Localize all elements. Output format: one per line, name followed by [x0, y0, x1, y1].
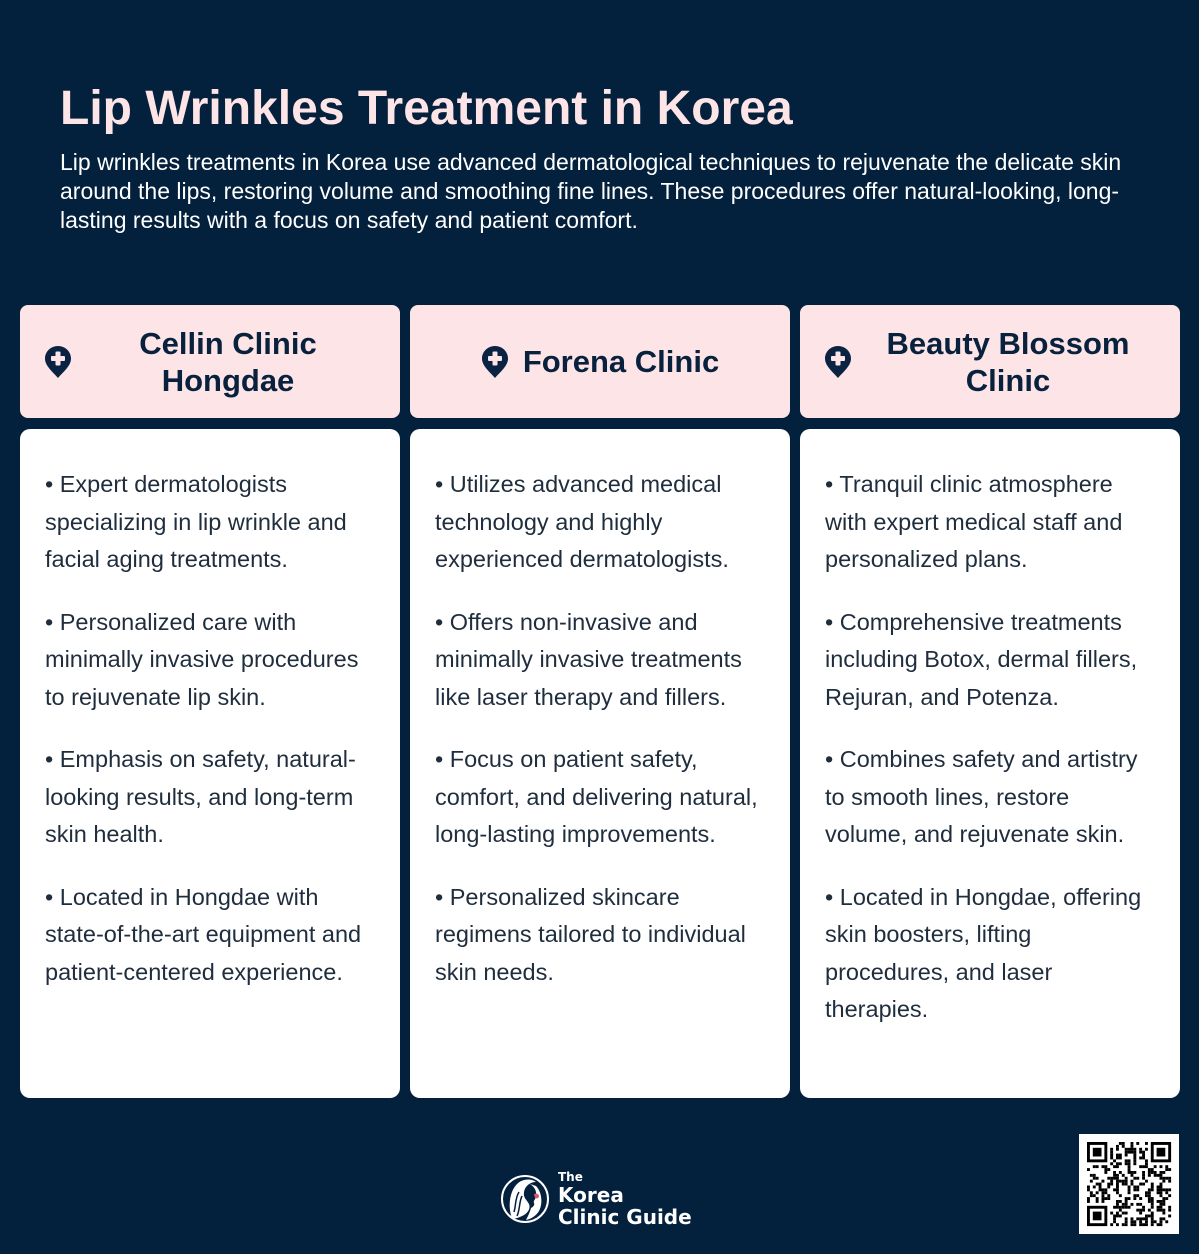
woman-profile-icon: [500, 1172, 550, 1226]
list-item: • Emphasis on safety, natural-looking results, and long-term skin health.: [45, 746, 356, 847]
list-item: • Offers non-invasive and minimally invasive treatments like laser therapy and fillers.: [435, 608, 742, 710]
clinic-card-forena: [410, 429, 790, 1098]
qr-code-icon: [1079, 1134, 1179, 1234]
list-item: • Comprehensive treatments including Botox, dermal fillers, Rejuran, and Potenza.: [825, 608, 1138, 710]
clinic-name: Beauty Blossom Clinic: [886, 325, 1130, 398]
brand-wordmark: [558, 1170, 692, 1228]
list-item: • Tranquil clinic atmosphere with expert medical staff and personalized plans.: [825, 471, 1123, 572]
list-item: • Personalized care with minimally invasive procedures to rejuvenate lip skin.: [45, 608, 359, 710]
list-item: • Located in Hongdae with state-of-the-art equipment and patient-centered experience.: [45, 883, 362, 985]
list-item: • Expert dermatologists specializing in lip wrinkle and facial aging treatments.: [45, 471, 347, 572]
clinic-header-forena: [410, 305, 790, 418]
intro-paragraph: Lip wrinkles treatments in Korea use advanced dermatological techniques to rejuvenate the delicate skin around the lips, restoring volume and smoothing fine lines. These procedures offer natural-looking, long-lasting results with a focus on safety and patient comfort.: [60, 149, 1122, 233]
clinic-card-beauty-blossom: [800, 429, 1180, 1098]
clinic-card-cellin: [20, 429, 400, 1098]
brand-logo: [500, 1170, 692, 1228]
list-item: • Located in Hongdae, offering skin boosters, lifting procedures, and laser therapies.: [825, 883, 1142, 1022]
list-item: • Focus on patient safety, comfort, and delivering natural, long-lasting improvements.: [435, 746, 758, 847]
map-pin-plus-icon: [824, 345, 852, 379]
list-item: • Utilizes advanced medical technology and highly experienced dermatologists.: [435, 471, 729, 572]
list-item: • Combines safety and artistry to smooth lines, restore volume, and rejuvenate skin.: [825, 746, 1138, 847]
qr-code[interactable]: [1079, 1134, 1179, 1234]
clinic-name: Cellin Clinic Hongdae: [139, 325, 317, 398]
list-item: • Personalized skincare regimens tailored to individual skin needs.: [435, 883, 746, 985]
brand-clinic-guide: Clinic Guide: [558, 1205, 692, 1229]
map-pin-plus-icon: [481, 345, 509, 379]
clinic-header-cellin: [20, 305, 400, 418]
map-pin-plus-icon: [44, 345, 72, 379]
brand-the: The: [558, 1170, 583, 1184]
page-title: Lip Wrinkles Treatment in Korea: [60, 82, 793, 135]
clinic-name: Forena Clinic: [522, 344, 720, 379]
clinic-header-beauty-blossom: [800, 305, 1180, 418]
brand-korea: Korea: [558, 1183, 624, 1207]
